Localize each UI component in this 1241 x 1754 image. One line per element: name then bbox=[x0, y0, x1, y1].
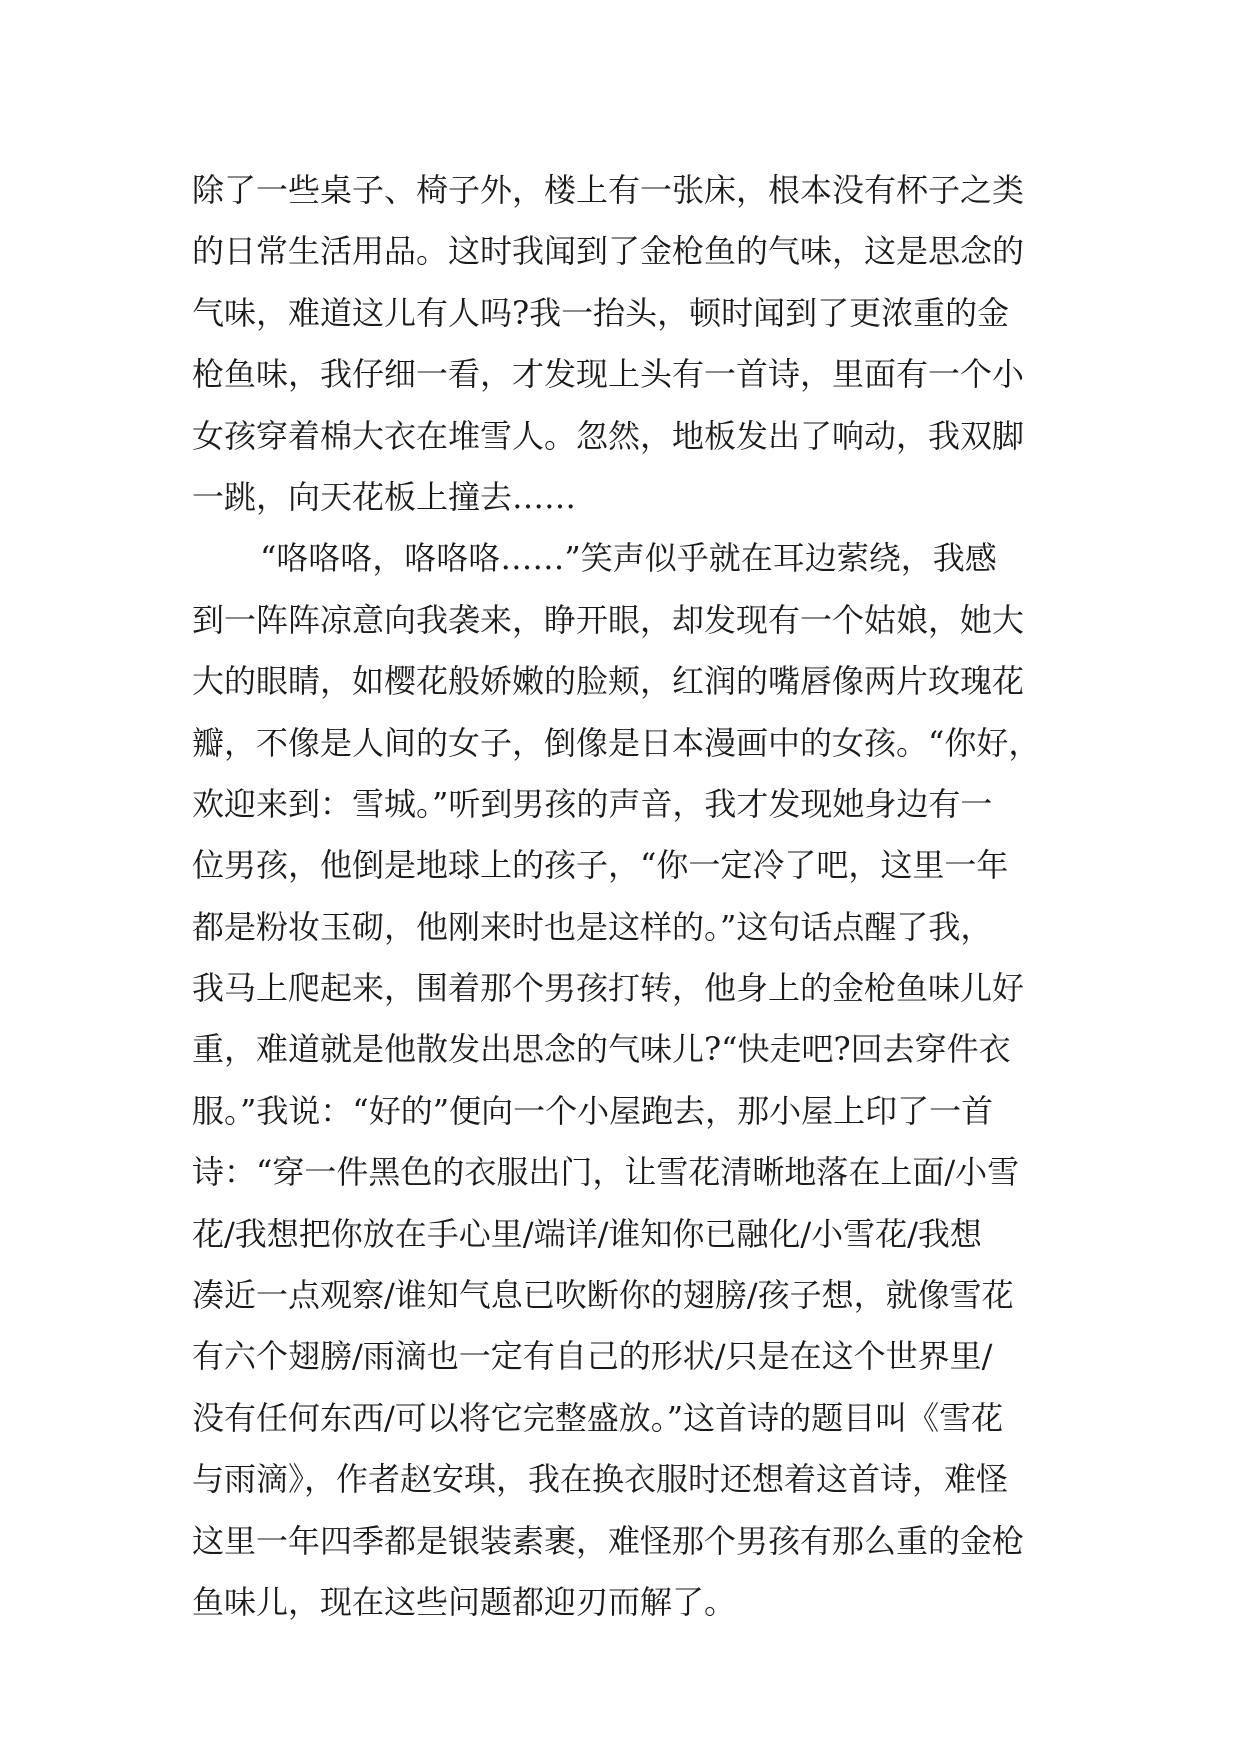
text-line: 凑近一点观察/谁知气息已吹断你的翅膀/孩子想，就像雪花 bbox=[192, 1276, 1014, 1315]
text-line: 枪鱼味，我仔细一看，才发现上头有一首诗，里面有一个小 bbox=[192, 355, 1025, 394]
text-line: 大的眼睛，如樱花般娇嫩的脸颊，红润的嘴唇像两片玫瑰花 bbox=[192, 662, 1025, 701]
text-line: 这里一年四季都是银装素裹，难怪那个男孩有那么重的金枪 bbox=[192, 1521, 1025, 1560]
text-line: 服。”我说：“好的”便向一个小屋跑去，那小屋上印了一首 bbox=[192, 1091, 994, 1130]
paragraph-1 bbox=[192, 160, 1058, 528]
text-line: 欢迎来到：雪城。”听到男孩的声音，我才发现她身边有一 bbox=[192, 784, 993, 823]
text-line: 到一阵阵凉意向我袭来，睁开眼，却发现有一个姑娘，她大 bbox=[192, 600, 1025, 639]
text-line: 花/我想把你放在手心里/端详/谁知你已融化/小雪花/我想 bbox=[192, 1214, 982, 1253]
text-line: 有六个翅膀/雨滴也一定有自己的形状/只是在这个世界里/ bbox=[192, 1337, 993, 1376]
text-line: 都是粉妆玉砌，他刚来时也是这样的。”这句话点醒了我， bbox=[192, 907, 993, 946]
text-line: 的日常生活用品。这时我闻到了金枪鱼的气味，这是思念的 bbox=[192, 232, 1025, 271]
text-line: 瓣，不像是人间的女子，倒像是日本漫画中的女孩。“你好， bbox=[192, 723, 1041, 762]
text-line: 与雨滴》，作者赵安琪，我在换衣服时还想着这首诗，难怪 bbox=[192, 1460, 1009, 1499]
text-line: 重，难道就是他散发出思念的气味儿?“快走吧?回去穿件衣 bbox=[192, 1030, 1011, 1069]
text-line: 诗：“穿一件黑色的衣服出门，让雪花清晰地落在上面/小雪 bbox=[192, 1153, 1020, 1192]
text-line: 我马上爬起来，围着那个男孩打转，他身上的金枪鱼味儿好 bbox=[192, 969, 1025, 1008]
text-line: 一跳，向天花板上撞去…… bbox=[192, 477, 577, 516]
text-line: “咯咯咯，咯咯咯……”笑声似乎就在耳边萦绕，我感 bbox=[260, 539, 997, 578]
text-line: 鱼味儿，现在这些问题都迎刃而解了。 bbox=[192, 1582, 737, 1621]
paragraph-2 bbox=[192, 528, 1058, 1633]
story-text bbox=[192, 160, 1058, 1633]
text-line: 除了一些桌子、椅子外，楼上有一张床，根本没有杯子之类 bbox=[192, 171, 1025, 209]
text-line: 气味，难道这儿有人吗?我一抬头，顿时闻到了更浓重的金 bbox=[192, 293, 1010, 332]
text-line: 没有任何东西/可以将它完整盛放。”这首诗的题目叫《雪花 bbox=[192, 1398, 1004, 1437]
text-line: 女孩穿着棉大衣在堆雪人。忽然，地板发出了响动，我双脚 bbox=[192, 416, 1025, 455]
text-line: 位男孩，他倒是地球上的孩子，“你一定冷了吧，这里一年 bbox=[192, 846, 1009, 885]
